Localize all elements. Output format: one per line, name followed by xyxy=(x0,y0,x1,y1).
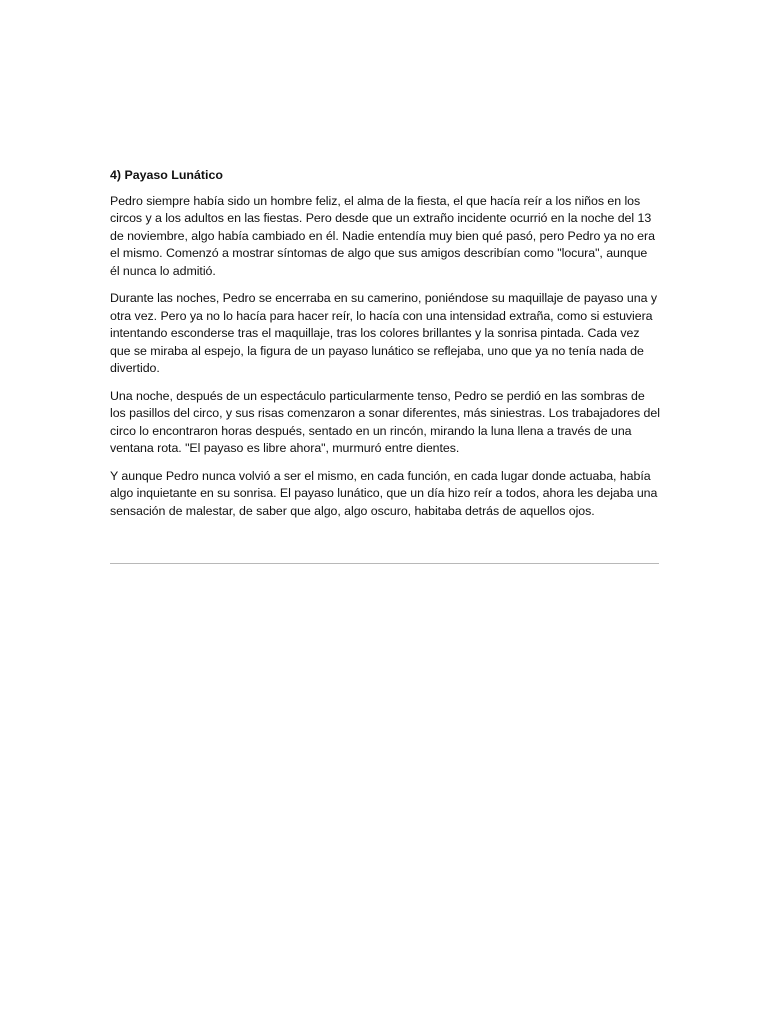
paragraph-2: Durante las noches, Pedro se encerraba en su camerino, poniéndose su maquillaje de payaso una y otra vez. Pero ya no lo hacía para hacer reír, lo hacía con una intensidad extraña, como si estuviera intentando esconderse tras el maquillaje, tras los colores brillantes y la sonrisa pintada. Cada vez que se miraba al espejo, la figura de un payaso lunático se reflejaba, uno que ya no tenía nada de divertido. xyxy=(110,291,657,375)
paragraph-3: Una noche, después de un espectáculo particularmente tenso, Pedro se perdió en las sombras de los pasillos del circo, y sus risas comenzaron a sonar diferentes, más siniestras. Los trabajadores del circo lo encontraron horas después, sentado en un rincón, mirando la luna llena a través de una ventana rota. "El payaso es libre ahora", murmuró entre dientes. xyxy=(110,388,660,455)
document-body xyxy=(110,167,660,530)
horizontal-divider xyxy=(110,563,659,564)
paragraph-4: Y aunque Pedro nunca volvió a ser el mismo, en cada función, en cada lugar donde actuaba, había algo inquietante en su sonrisa. El payaso lunático, que un día hizo reír a todos, ahora les dejaba una sensación de malestar, de saber que algo, algo oscuro, habitaba detrás de aquellos ojos. xyxy=(110,468,658,518)
paragraph-1: Pedro siempre había sido un hombre feliz, el alma de la fiesta, el que hacía reír a los niños en los circos y a los adultos en las fiestas. Pero desde que un extraño incidente ocurrió en la noche del 13 de noviembre, algo había cambiado en él. Nadie entendía muy bien qué pasó, pero Pedro ya no era el mismo. Comenzó a mostrar síntomas de algo que sus amigos describían como "locura", aunque él nunca lo admitió. xyxy=(110,193,655,278)
story-title: 4) Payaso Lunático xyxy=(110,168,223,182)
